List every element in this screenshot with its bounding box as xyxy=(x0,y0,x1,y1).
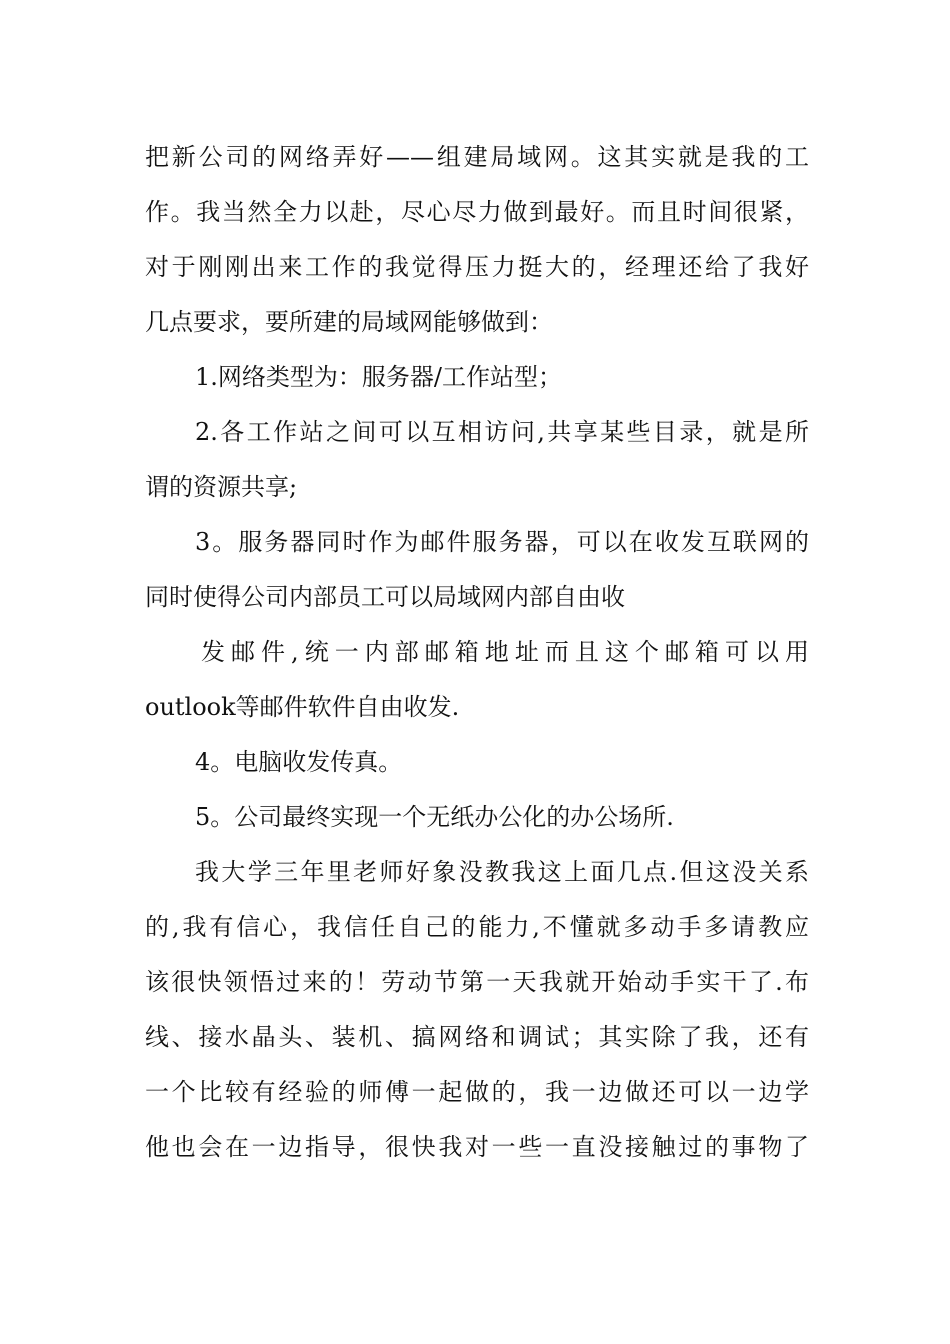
text-line: 一个比较有经验的师傅一起做的，我一边做还可以一边学 xyxy=(145,1078,809,1106)
list-item: 3。服务器同时作为邮件服务器，可以在收发互联网的 xyxy=(195,528,809,556)
list-item: 2.各工作站之间可以互相访问,共享某些目录，就是所 xyxy=(195,418,809,446)
text-line: 对于刚刚出来工作的我觉得压力挺大的，经理还给了我好 xyxy=(145,253,809,281)
text-line: 发邮件,统一内部邮箱地址而且这个邮箱可以用 xyxy=(201,638,809,666)
document-body xyxy=(145,130,809,1175)
text-line: 几点要求，要所建的局域网能够做到： xyxy=(145,308,553,336)
text-line: 作。我当然全力以赴，尽心尽力做到最好。而且时间很紧， xyxy=(145,198,809,226)
paragraph-start: 我大学三年里老师好象没教我这上面几点.但这没关系 xyxy=(195,858,809,886)
text-line: 同时使得公司内部员工可以局域网内部自由收 xyxy=(145,583,625,611)
text-line: 线、接水晶头、装机、搞网络和调试；其实除了我，还有 xyxy=(145,1023,809,1051)
text-line: 他也会在一边指导，很快我对一些一直没接触过的事物了 xyxy=(145,1133,809,1161)
text-line: 该很快领悟过来的！劳动节第一天我就开始动手实干了.布 xyxy=(145,968,809,996)
text-line: 把新公司的网络弄好——组建局域网。这其实就是我的工 xyxy=(145,143,809,171)
list-item: 4。电脑收发传真。 xyxy=(195,748,403,776)
list-item: 5。公司最终实现一个无纸办公化的办公场所. xyxy=(195,803,674,831)
list-item: 1.网络类型为：服务器/工作站型； xyxy=(195,363,562,391)
text-line: 的,我有信心，我信任自己的能力,不懂就多动手多请教应 xyxy=(145,913,809,941)
text-line: outlook等邮件软件自由收发. xyxy=(145,693,460,721)
text-line: 谓的资源共享; xyxy=(145,473,298,501)
